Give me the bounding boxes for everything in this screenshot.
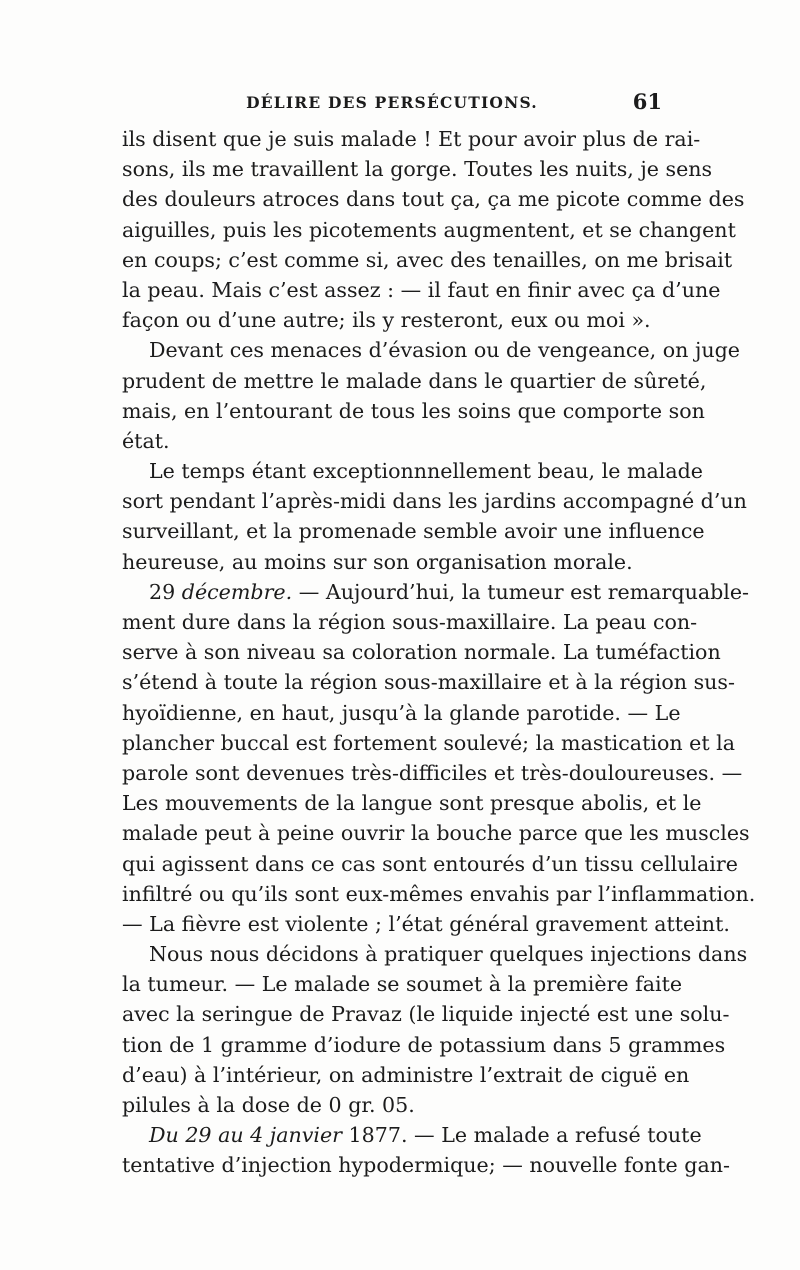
text-line: hyoïdienne, en haut, jusqu’à la glande parotide. — Le [122, 700, 681, 725]
text-line: Devant ces menaces d’évasion ou de vengeance, on juge [149, 338, 740, 363]
body-text [122, 124, 756, 1181]
text-line: la tumeur. — Le malade se soumet à la première faite [122, 972, 683, 997]
text-line: aiguilles, puis les picotements augmentent, et se changent [122, 217, 736, 242]
page-number: 61 [632, 89, 662, 114]
text-line: tentative d’injection hypodermique; — nouvelle fonte gan- [122, 1153, 730, 1178]
text-line: Le temps étant exceptionnnellement beau, le malade [149, 459, 703, 484]
date-month: décembre. [181, 579, 293, 604]
dated-line-rest: 1877. — Le malade a refusé toute [348, 1123, 702, 1148]
text-line: heureuse, au moins sur son organisation morale. [122, 549, 633, 574]
text-line: surveillant, et la promenade semble avoir une influence [122, 519, 705, 544]
text-line: malade peut à peine ouvrir la bouche parce que les muscles [122, 821, 750, 846]
text-line: d’eau) à l’intérieur, on administre l’extrait de ciguë en [122, 1062, 690, 1087]
text-line: Les mouvements de la langue sont presque abolis, et le [122, 791, 702, 816]
running-head [122, 89, 662, 119]
text-line-dated [122, 577, 750, 607]
text-line: s’étend à toute la région sous-maxillaire et à la région sus- [122, 670, 735, 695]
text-line-dated [122, 1120, 702, 1150]
text-line: ils disent que je suis malade ! Et pour avoir plus de rai- [122, 127, 701, 151]
text-line: plancher buccal est fortement soulevé; la mastication et la [122, 730, 736, 755]
text-line: prudent de mettre le malade dans le quartier de sûreté, [122, 368, 707, 393]
dated-line-rest: — Aujourd’hui, la tumeur est remarquable- [298, 579, 750, 604]
text-line: parole sont devenues très-difficiles et très-douloureuses. — [122, 760, 743, 785]
text-line: ment dure dans la région sous-maxillaire. La peau con- [122, 610, 698, 634]
text-line: — La fièvre est violente ; l’état général gravement atteint. [122, 911, 730, 936]
text-line: qui agissent dans ce cas sont entourés d’un tissu cellulaire [122, 851, 738, 876]
text-line: mais, en l’entourant de tous les soins que comporte son [122, 398, 705, 423]
text-line: état. [122, 428, 170, 453]
text-line: Nous nous décidons à pratiquer quelques injections dans [149, 942, 748, 967]
text-line: serve à son niveau sa coloration normale. La tuméfaction [122, 640, 721, 665]
running-title: DÉLIRE DES PERSÉCUTIONS. [246, 93, 538, 112]
date-range: Du 29 au 4 janvier [149, 1123, 342, 1148]
date-day: 29 [149, 579, 176, 604]
text-line: sons, ils me travaillent la gorge. Toutes les nuits, je sens [122, 157, 713, 182]
text-line: des douleurs atroces dans tout ça, ça me picote comme des [122, 187, 745, 212]
text-line: avec la seringue de Pravaz (le liquide injecté est une solu- [122, 1002, 730, 1027]
text-line: sort pendant l’après-midi dans les jardins accompagné d’un [122, 489, 747, 514]
text-line: la peau. Mais c’est assez : — il faut en finir avec ça d’une [122, 277, 721, 302]
text-line: pilules à la dose de 0 gr. 05. [122, 1093, 415, 1117]
text-line: tion de 1 gramme d’iodure de potassium dans 5 grammes [122, 1032, 726, 1057]
text-line: infiltré ou qu’ils sont eux-mêmes envahis par l’inflammation. [122, 881, 756, 906]
text-line: en coups; c’est comme si, avec des tenailles, on me brisait [122, 247, 733, 272]
text-line: façon ou d’une autre; ils y resteront, eux ou moi ». [122, 308, 651, 333]
